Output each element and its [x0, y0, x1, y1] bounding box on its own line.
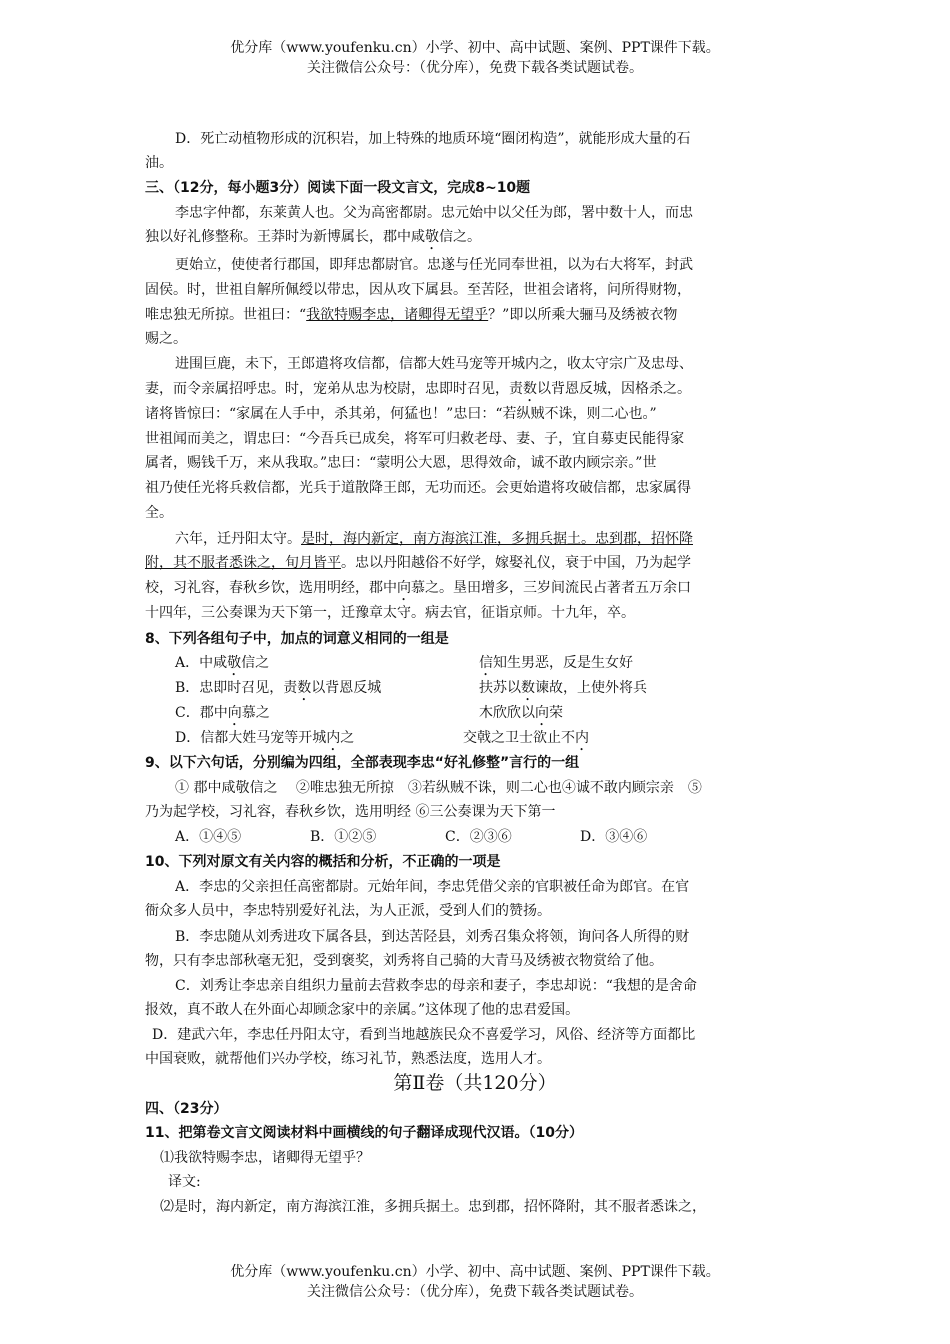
q10-option-c: C．刘秀让李忠亲自组织力量前去营救李忠的母亲和妻子，李忠却说：“我想的是舍命 — [175, 978, 697, 994]
passage-p4: 六年，迁丹阳太守。是时，海内新定，南方海滨江淮，多拥兵据土。忠到郡，招怀降 — [175, 531, 693, 547]
passage-line: 独以好礼修整称。王莽时为新博属长，郡中咸敬信之。 — [145, 229, 481, 245]
q10-option-c-cont: 报效，真不敢人在外面心却顾念家中的亲属。”这体现了他的忠君爱国。 — [145, 1002, 580, 1018]
q10-option-a: A．李忠的父亲担任高密都尉。元始年间，李忠凭借父亲的官职被任命为郎官。在官 — [175, 879, 690, 895]
q8-option-a-right: 信知生男恶，反是生女好 — [479, 655, 633, 671]
passage-line: 世祖闻而美之，谓忠曰：“今吾兵已成矣，将军可归救老母、妻、子，宜自募吏民能得家 — [145, 431, 685, 447]
q8-option-d-left: D．信都大姓马宠等开城内之 — [175, 730, 355, 746]
q10-option-d: D．建武六年，李忠任丹阳太守，看到当地越族民众不喜爱学习，风俗、经济等方面都比 — [152, 1027, 696, 1043]
footer-line-2: 关注微信公众号：（优分库），免费下载各类试题试卷。 — [307, 1284, 643, 1300]
q9-option-c: C．②③⑥ — [445, 829, 512, 845]
section-4-heading: 四、（23分） — [145, 1101, 228, 1117]
passage-line: 妻，而令亲属招呼忠。时，宠弟从忠为校尉，忠即时召见，责数以背恩反城，因格杀之。 — [145, 381, 691, 397]
passage-p1: 李忠字仲都，东莱黄人也。父为高密都尉。忠元始中以父任为郎，署中数十人，而忠 — [175, 205, 693, 221]
prev-option-d: D．死亡动植物形成的沉积岩，加上特殊的地质环境“圈闭构造”，就能形成大量的石 — [175, 131, 691, 147]
passage-line: 校，习礼容，春秋乡饮，选用明经，郡中向慕之。垦田增多，三岁间流民占著者五万余口 — [145, 580, 691, 596]
q8-option-c-right: 木欣欣以向荣 — [479, 705, 563, 721]
passage-line: 祖乃使任光将兵救信都，光兵于道散降王郎，无功而还。会更始遣将攻破信都，忠家属得 — [145, 480, 691, 496]
passage-line: 唯忠独无所掠。世祖曰：“我欲特赐李忠，诸卿得无望乎？”即以所乘大骊马及绣被衣物 — [145, 307, 678, 323]
q8-option-b-left: B．忠即时召见，责数以背恩反城 — [175, 680, 382, 696]
passage-line: 赐之。 — [145, 331, 187, 347]
passage-p2: 更始立，使使者行郡国，即拜忠都尉官。忠遂与任光同奉世祖，以为右大将军，封武 — [175, 257, 693, 273]
header-line-1: 优分库（www.youfenku.cn）小学、初中、高中试题、案例、PPT课件下载。 — [230, 40, 720, 56]
q9-sentences-2: 乃为起学校，习礼容，春秋乡饮，选用明经 ⑥三公奏课为天下第一 — [145, 804, 556, 820]
passage-line: 属者，赐钱千万，来从我取。”忠曰：“蒙明公大恩，思得效命，诚不敢内顾宗亲。”世 — [145, 455, 657, 471]
q11-translation-label: 译文: — [168, 1174, 201, 1190]
q9-stem: 9、以下六句话，分别编为四组，全部表现李忠“好礼修整”言行的一组 — [145, 755, 580, 771]
q9-option-d: D．③④⑥ — [580, 829, 648, 845]
emphasis-dot-word: 向 — [397, 580, 411, 596]
passage-p3: 进围巨鹿，未下，王郎遣将攻信都，信都大姓马宠等开城内之，收太守宗广及忠母、 — [175, 356, 693, 372]
underlined-sentence-1: 我欲特赐李忠，诸卿得无望乎 — [306, 307, 489, 323]
q10-option-d-cont: 中国衰败，就帮他们兴办学校，练习礼节，熟悉法度，选用人才。 — [145, 1051, 551, 1067]
q11-sentence-1: ⑴我欲特赐李忠，诸卿得无望乎？ — [160, 1150, 370, 1166]
header-line-2: 关注微信公众号：（优分库），免费下载各类试题试卷。 — [307, 60, 643, 76]
q9-option-a: A．①④⑤ — [175, 829, 242, 845]
underlined-sentence-2: 是时，海内新定，南方海滨江淮，多拥兵据土。忠到郡，招怀降 — [301, 531, 693, 547]
q8-option-b-right: 扶苏以数谏故，上使外将兵 — [479, 680, 647, 696]
passage-line: 附，其不服者悉诛之，旬月皆平。忠以丹阳越俗不好学，嫁娶礼仪，衰于中国，乃为起学 — [145, 555, 691, 571]
emphasis-dot-word: 数 — [523, 381, 537, 397]
q11-sentence-2: ⑵是时，海内新定，南方海滨江淮，多拥兵据土。忠到郡，招怀降附，其不服者悉诛之， — [160, 1199, 706, 1215]
underlined-sentence-2-cont: 附，其不服者悉诛之，旬月皆平 — [145, 555, 341, 571]
emphasis-dot-word: 敬 — [425, 229, 439, 245]
footer-line-1: 优分库（www.youfenku.cn）小学、初中、高中试题、案例、PPT课件下载。 — [230, 1264, 720, 1280]
q10-stem: 10、下列对原文有关内容的概括和分析，不正确的一项是 — [145, 854, 501, 870]
q9-sentences-1: ① 郡中咸敬信之 ②唯忠独无所掠 ③若纵贼不诛，则二心也④诚不敢内顾宗亲 ⑤ — [175, 780, 702, 796]
q10-option-b: B．李忠随从刘秀进攻下属各县，到达苦陉县，刘秀召集众将领，询问各人所得的财 — [175, 929, 690, 945]
q8-option-d-right: 交戟之卫士欲止不内 — [463, 730, 589, 746]
q8-option-c-left: C．郡中向慕之 — [175, 705, 270, 721]
passage-line: 十四年，三公奏课为天下第一，迁豫章太守。病去官，征诣京师。十九年，卒。 — [145, 605, 635, 621]
part-2-title: 第Ⅱ卷（共120分） — [393, 1072, 557, 1094]
prev-option-d-cont: 油。 — [145, 155, 173, 171]
section-3-heading: 三、（12分，每小题3分）阅读下面一段文言文，完成8~10题 — [145, 180, 531, 196]
q9-option-b: B．①②⑤ — [310, 829, 377, 845]
q8-option-a-left: A．中咸敬信之 — [175, 655, 270, 671]
passage-line: 诸将皆惊曰：“家属在人手中，杀其弟，何猛也！”忠曰：“若纵贼不诛，则二心也。” — [145, 406, 657, 422]
q10-option-b-cont: 物，只有李忠部秋毫无犯，受到褒奖，刘秀将自己骑的大青马及绣被衣物赏给了他。 — [145, 953, 663, 969]
q10-option-a-cont: 衙众多人员中，李忠特别爱好礼法，为人正派，受到人们的赞扬。 — [145, 903, 551, 919]
passage-line: 全。 — [145, 505, 173, 521]
passage-line: 固侯。时，世祖自解所佩绶以带忠，因从攻下属县。至苦陉，世祖会诸将，问所得财物， — [145, 282, 691, 298]
q11-stem: 11、把第卷文言文阅读材料中画横线的句子翻译成现代汉语。（10分） — [145, 1125, 583, 1141]
q8-stem: 8、下列各组句子中，加点的词意义相同的一组是 — [145, 631, 449, 647]
